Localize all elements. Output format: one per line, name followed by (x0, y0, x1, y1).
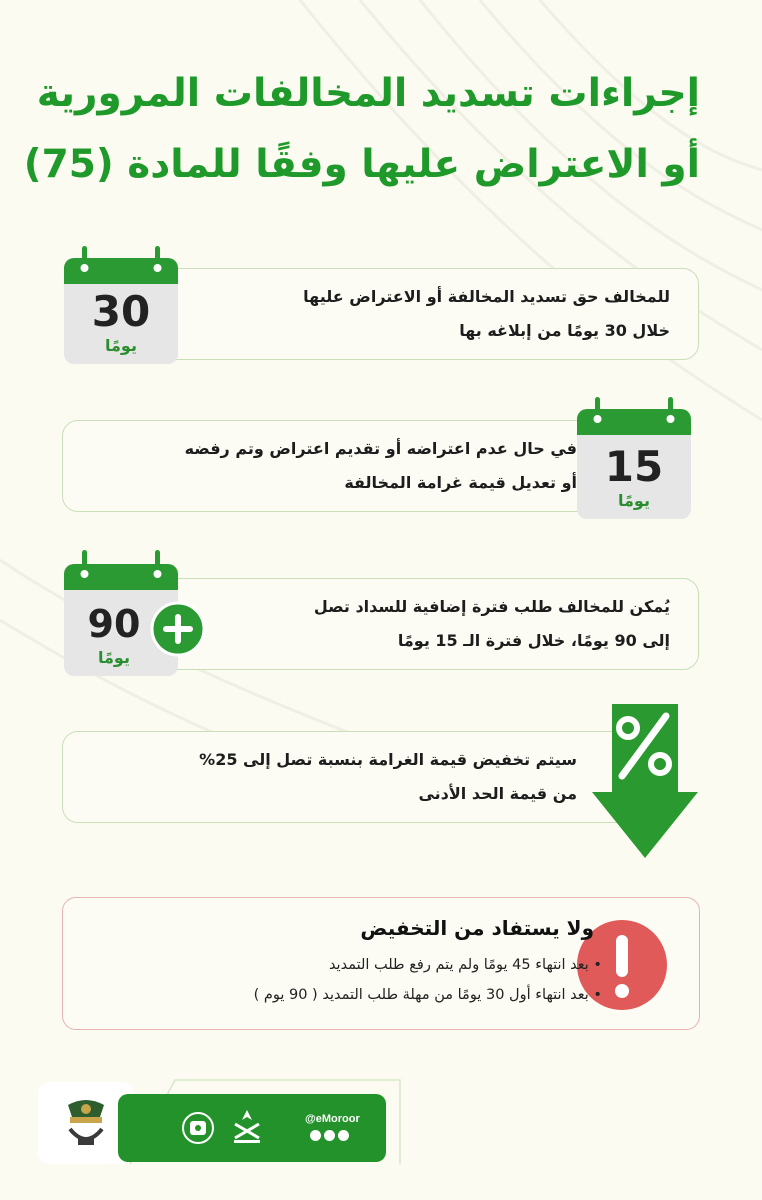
warning-title: ولا يستفاد من التخفيض (360, 916, 594, 940)
calendar-number: 30 (91, 287, 151, 336)
warning-item-1: • بعد انتهاء 45 يومًا ولم يتم رفع طلب التمديد (328, 957, 602, 973)
x-icon[interactable] (310, 1130, 321, 1141)
step-90-text: يُمكن للمخالف طلب فترة إضافية للسداد تصل إلى 90 يومًا، خلال فترة الـ 15 يومًا (313, 597, 670, 650)
warning-item-2: • بعد انتهاء أول 30 يومًا من مهلة طلب التمديد ( 90 يوم ) (253, 987, 602, 1003)
calendar-number: 15 (604, 442, 664, 491)
calendar-unit: يومًا (98, 648, 130, 667)
step-discount-text: سيتم تخفيض قيمة الغرامة بنسبة تصل إلى 25% من قيمة الحد الأدنى (199, 750, 577, 803)
calendar-30-icon (62, 246, 180, 362)
title-line-1: إجراءات تسديد المخالفات المرورية (36, 71, 700, 116)
percent-down-arrow-icon (590, 700, 700, 860)
traffic-police-logo (60, 1095, 112, 1151)
social-handle[interactable]: @eMoroor (305, 1113, 360, 1125)
calendar-unit: يومًا (618, 491, 650, 510)
page-title (23, 58, 700, 200)
step-30-text: للمخالف حق تسديد المخالفة أو الاعتراض عليها خلال 30 يومًا من إبلاغه بها (303, 287, 670, 340)
calendar-15-icon (575, 397, 693, 513)
calendar-number: 90 (87, 602, 141, 646)
calendar-unit: يومًا (105, 336, 137, 355)
youtube-icon[interactable] (338, 1130, 349, 1141)
title-line-2: أو الاعتراض عليها وفقًا للمادة (75) (23, 142, 700, 187)
plus-icon (150, 601, 206, 657)
ministry-emblem-icon (230, 1108, 264, 1148)
absher-icon (180, 1110, 216, 1146)
step-15-text: في حال عدم اعتراضه أو تقديم اعتراض وتم رفضه أو تعديل قيمة غرامة المخالفة (184, 439, 577, 492)
facebook-icon[interactable] (324, 1130, 335, 1141)
